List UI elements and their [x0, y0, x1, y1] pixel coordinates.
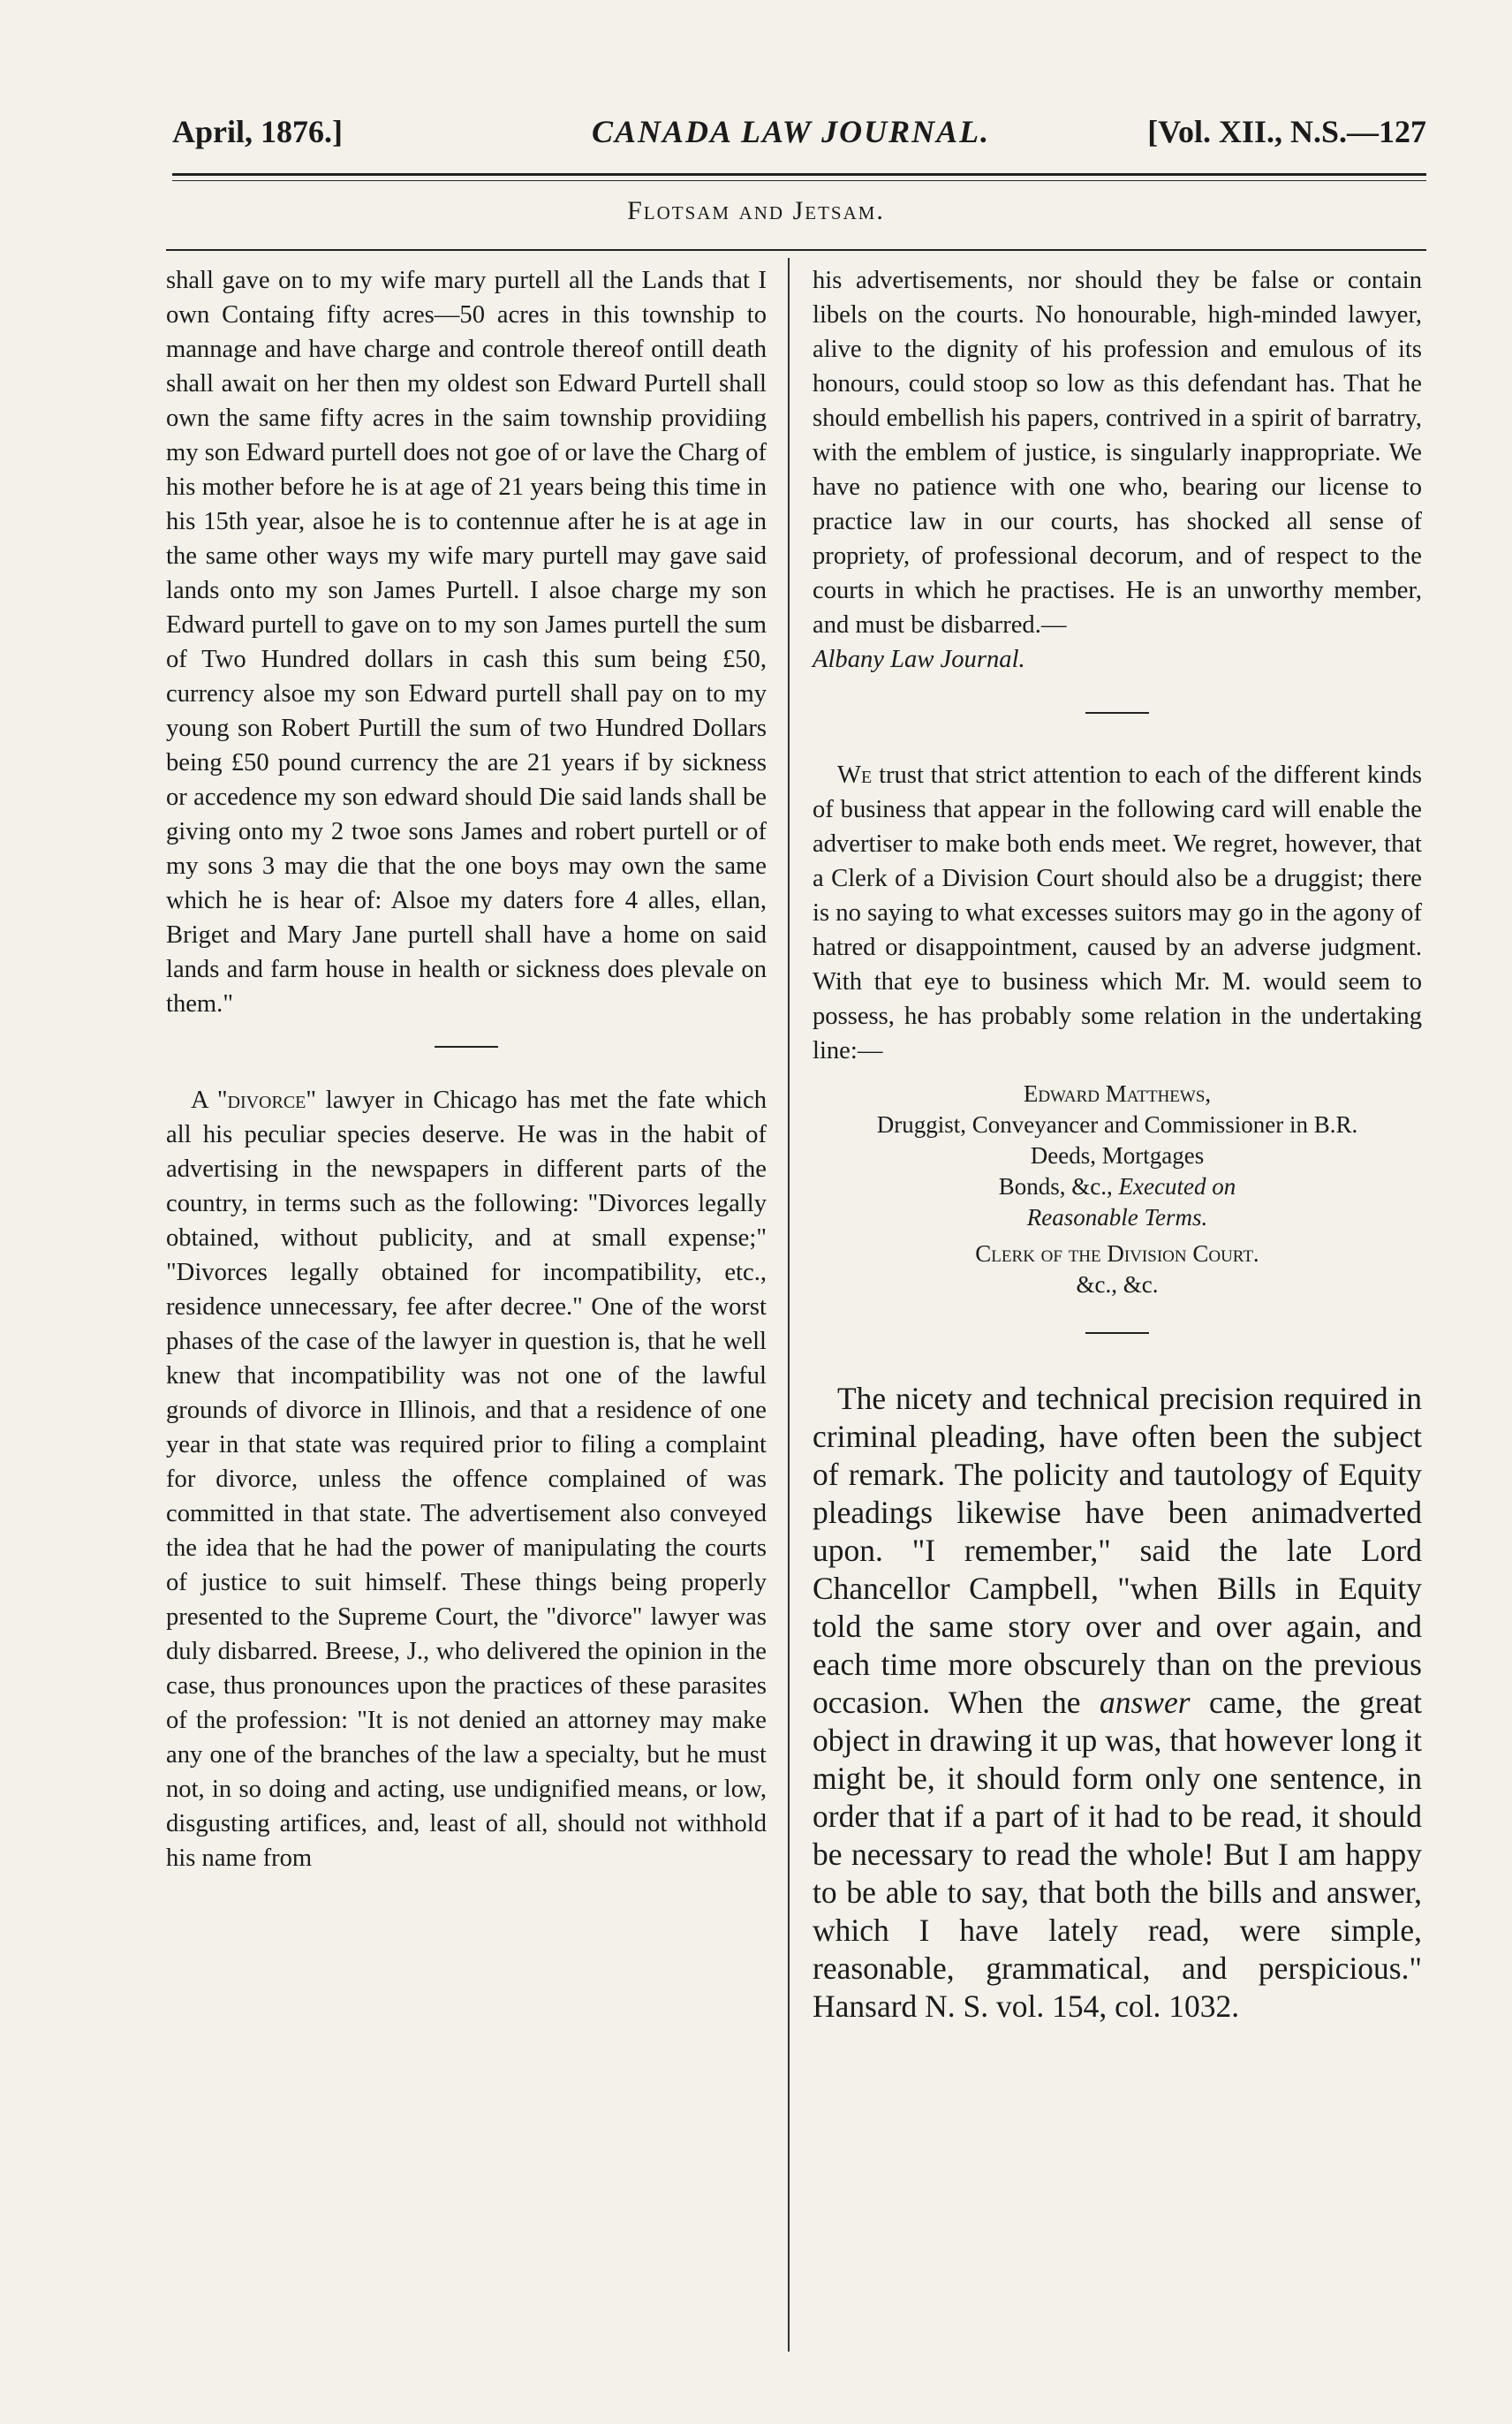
card-line-1: Druggist, Conveyancer and Commissioner in B.R. Deeds, Mortgages — [876, 1111, 1358, 1169]
running-header — [172, 113, 1426, 166]
divorce-text: " lawyer in Chicago has met the fate which all his peculiar species deserve. He was in the habit of advertising in the newspapers in different parts of the country, in terms such as the following: "Divorces legally obtained, without publicity, and at small expense;" "Divorces legally obtained for incompatibility, etc., residence unnecessary, fee after decree." One of the worst phases of the case of the lawyer in question is, that he well knew that incompatibility was not one of the lawful grounds of divorce in Illinois, and that a residence of one year in that state was required prior to filing a complaint for divorce, unless the offence complained of was committed in that state. The advertisement also conveyed the idea that he had the power of manipulating the courts of justice to suit himself. These things being properly presented to the Supreme Court, the "divorce" lawyer was duly disbarred. Breese, J., who delivered the opinion in the case, thus pronounces upon the practices of these parasites of the profession: "It is not denied an attorney may make any one of the branches of the law a specialty, but he must not, in so doing and acting, use undignified means, or low, disgusting artifices, and, least of all, should not withhold his name from — [166, 1087, 767, 1872]
article-separator — [1085, 712, 1149, 714]
nicety-article: The nicety and technical precision required in criminal pleading, have often been the subject of remark. The policity and tautology of Equity pleadings likewise have been animadverted upon. "I remember," said the late Lord Chancellor Campbell, "when Bills in Equity told the same story over and over again, and each time more obscurely than on the previous occasion. When the answer came, the great object in drawing it up was, that however long it might be, it should form only one sentence, in order that if a part of it had to be read, it should be necessary to read the whole! But I am happy to be able to say, that both the bills and answer, which I have lately read, were simple, reasonable, grammatical, and perspicious." Hansard N. S. vol. 154, col. 1032. — [813, 1381, 1422, 2024]
header-rule-bottom — [172, 180, 1426, 181]
druggist-article — [813, 758, 1422, 1068]
divorce-article — [166, 1083, 767, 1875]
druggist-text: trust that strict attention to each of the different kinds of business that appear in the following card will enable the advertiser to make both ends meet. We regret, however, that a Clerk of a Division Court should also be a druggist; there is no saying to what excesses suitors may go in the agony of hatred or disappointment, caused by an adverse judgment. With that eye to business which Mr. M. would seem to possess, he has probably some relation in the undertaking line:— — [813, 761, 1422, 1064]
card-etc: &c., &c. — [1076, 1271, 1159, 1298]
business-card — [813, 1079, 1422, 1300]
source-citation: Albany Law Journal. — [813, 646, 1025, 673]
right-column — [813, 263, 1422, 2026]
divorce-word: divorce — [227, 1087, 306, 1114]
card-line-3: Reasonable Terms. — [1026, 1204, 1208, 1231]
we-lead: We — [837, 761, 873, 789]
article-separator — [1085, 1332, 1149, 1334]
article-separator — [435, 1046, 498, 1048]
answer-word: answer — [1099, 1685, 1191, 1720]
continuation-text: his advertisements, nor should they be false or contain libels on the courts. No honourable, high-minded lawyer, alive to the dignity of his profession and emulous of its honours, could stoop so low as this defendant has. That he should embellish his papers, contrived in a spirit of barratry, with the emblem of justice, is singularly inappropriate. We have no patience with one who, bearing our license to practice law in our courts, has shocked all sense of propriety, of professional decorum, and of respect to the courts in which he practises. He is an unworthy member, and must be disbarred.— — [813, 267, 1422, 639]
card-clerk: Clerk of the Division Court. — [975, 1240, 1259, 1267]
will-excerpt: shall gave on to my wife mary purtell all the Lands that I own Containg fifty acres—50 acres in this township to mannage and have charge and controle thereof ontill death shall await on her then my oldest son Edward Purtell shall own the same fifty acres in the saim township providiing my son Edward purtell does not goe of or lave the Charg of his mother before he is at age of 21 years being this time in his 15th year, alsoe he is to contennue after he is at age in the same other ways my wife mary purtell may gave said lands onto my son James Purtell. I alsoe charge my son Edward purtell to gave on to my son James purtell the sum of Two Hundred dollars in cash this sum being £50, currency alsoe my son Edward purtell shall pay on to my young son Robert Purtill the sum of two Hundred Dollars being £50 pound currency the are 21 years if by sickness or accedence my son edward should Die said lands shall be giving onto my 2 twoe sons James and robert purtell or of my sons 3 may die that the one boys may own the same which he is hear of: Alsoe my daters fore 4 alles, ellan, Briget and Mary Jane purtell shall have a home on said lands and farm house in health or sickness does plevale on them." — [166, 267, 767, 1018]
header-rule-top — [172, 173, 1426, 176]
header-date: April, 1876.] — [172, 114, 343, 149]
header-volume-page: [Vol. XII., N.S.—127 — [1147, 114, 1426, 149]
card-line-2: Bonds, &c., Executed on — [998, 1173, 1236, 1200]
divorce-lead: A " — [191, 1087, 228, 1114]
divorce-continuation — [813, 263, 1422, 677]
card-name: Edward Matthews, — [1023, 1080, 1212, 1107]
header-journal-title: CANADA LAW JOURNAL. — [592, 114, 991, 149]
left-column — [166, 263, 767, 1875]
column-divider — [788, 258, 790, 2352]
section-title: Flotsam and Jetsam. — [627, 196, 885, 225]
section-rule — [166, 249, 1426, 251]
